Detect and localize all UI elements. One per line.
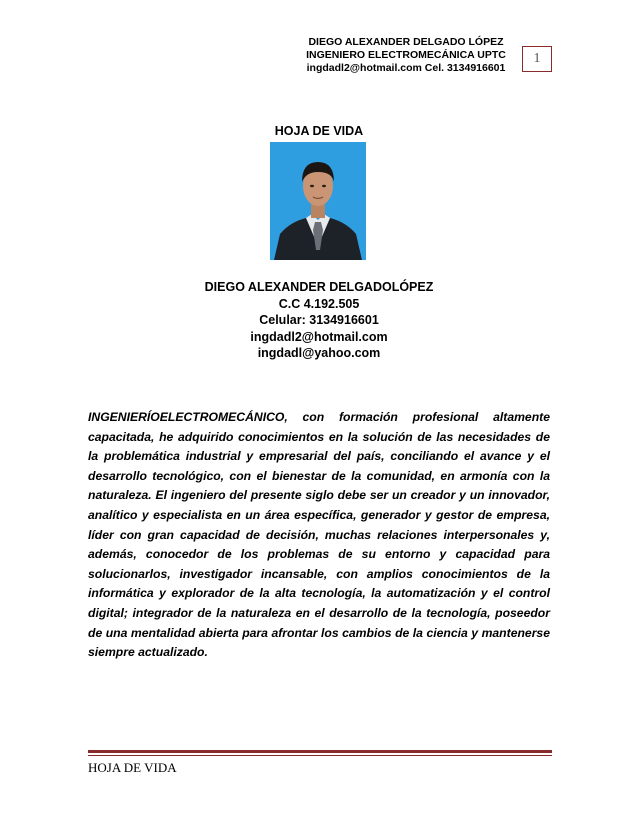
page-number-box — [522, 46, 552, 72]
footer-rule-thin — [88, 755, 552, 756]
document-title: HOJA DE VIDA — [274, 124, 364, 138]
email-primary: ingdadl2@hotmail.com — [250, 329, 388, 344]
full-name: DIEGO ALEXANDER DELGADOLÓPEZ — [204, 280, 434, 294]
email-secondary: ingdadl@yahoo.com — [257, 346, 381, 360]
page-number: 1 — [533, 51, 541, 66]
header-contact: ingdadl2@hotmail.com Cel. 3134916601 — [306, 62, 506, 74]
cellphone: Celular: 3134916601 — [259, 313, 379, 327]
footer-rule-thick — [88, 750, 552, 753]
contact-block — [0, 279, 638, 362]
id-number: C.C 4.192.505 — [278, 296, 360, 311]
header-profession: INGENIERO ELECTROMECÁNICA UPTC — [306, 49, 506, 61]
profile-paragraph: INGENIERÍOELECTROMECÁNICO, con formación profesional altamente capacitada, he adquirido conocimientos en la solución de las necesidades de la problemática industrial y empresarial del país, conciliando el avance y el desarrollo tecnológico, con el bienestar de la comunidad, en armonía con la naturaleza. El ingeniero del presente siglo debe ser un creador y un innovador, analítico y especialista en un área específica, generador y gestor de empresa, líder con gran capacidad de decisión, muchas relaciones interpersonales y, además, conocedor de los problemas de su entorno y capacidad para solucionarlos, investigador incansable, con amplios conocimientos de la informática y explorador de la alta tecnología, la automatización y el control digital; integrador de la naturaleza en el desarrollo de la tecnología, poseedor de una mentalidad abierta para afrontar los cambios de la ciencia y mantenerse siempre actualizado. — [88, 410, 550, 660]
header-name: DIEGO ALEXANDER DELGADO LÓPEZ — [308, 36, 504, 48]
footer-title: HOJA DE VIDA — [88, 760, 177, 775]
running-header — [290, 36, 522, 75]
profile-photo — [270, 142, 366, 260]
